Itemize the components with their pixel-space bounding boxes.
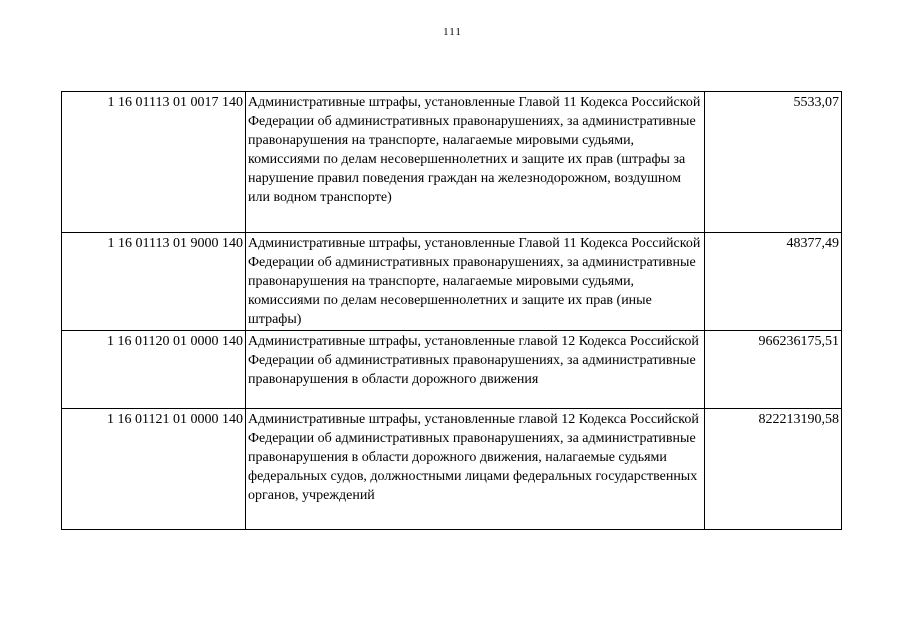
- budget-revenue-table: [61, 91, 842, 530]
- amount-cell: 822213190,58: [705, 409, 842, 530]
- amount-cell: 966236175,51: [705, 331, 842, 409]
- table-row: [62, 331, 842, 409]
- table-row: [62, 409, 842, 530]
- table-row: [62, 92, 842, 233]
- budget-code-cell: 1 16 01121 01 0000 140: [62, 409, 246, 530]
- budget-code-cell: 1 16 01113 01 0017 140: [62, 92, 246, 233]
- table-row: [62, 233, 842, 331]
- description-cell: Административные штрафы, установленные Главой 11 Кодекса Российской Федерации об административных правонарушениях, за административные правонарушения на транспорте, налагаемые мировыми судьями, комиссиями по делам несовершеннолетних и защите их прав (штрафы за нарушение правил поведения граждан на железнодорожном, воздушном или водном транспорте): [246, 92, 705, 233]
- description-cell: Административные штрафы, установленные главой 12 Кодекса Российской Федерации об административных правонарушениях, за административные правонарушения в области дорожного движения, налагаемые судьями федеральных судов, должностными лицами федеральных государственных органов, учреждений: [246, 409, 705, 530]
- budget-code-cell: 1 16 01113 01 9000 140: [62, 233, 246, 331]
- amount-cell: 5533,07: [705, 92, 842, 233]
- budget-code-cell: 1 16 01120 01 0000 140: [62, 331, 246, 409]
- description-cell: Административные штрафы, установленные главой 12 Кодекса Российской Федерации об административных правонарушениях, за административные правонарушения в области дорожного движения: [246, 331, 705, 409]
- description-cell: Административные штрафы, установленные Главой 11 Кодекса Российской Федерации об административных правонарушениях, за административные правонарушения на транспорте, налагаемые мировыми судьями, комиссиями по делам несовершеннолетних и защите их прав (иные штрафы): [246, 233, 705, 331]
- amount-cell: 48377,49: [705, 233, 842, 331]
- page-number: 111: [443, 26, 462, 38]
